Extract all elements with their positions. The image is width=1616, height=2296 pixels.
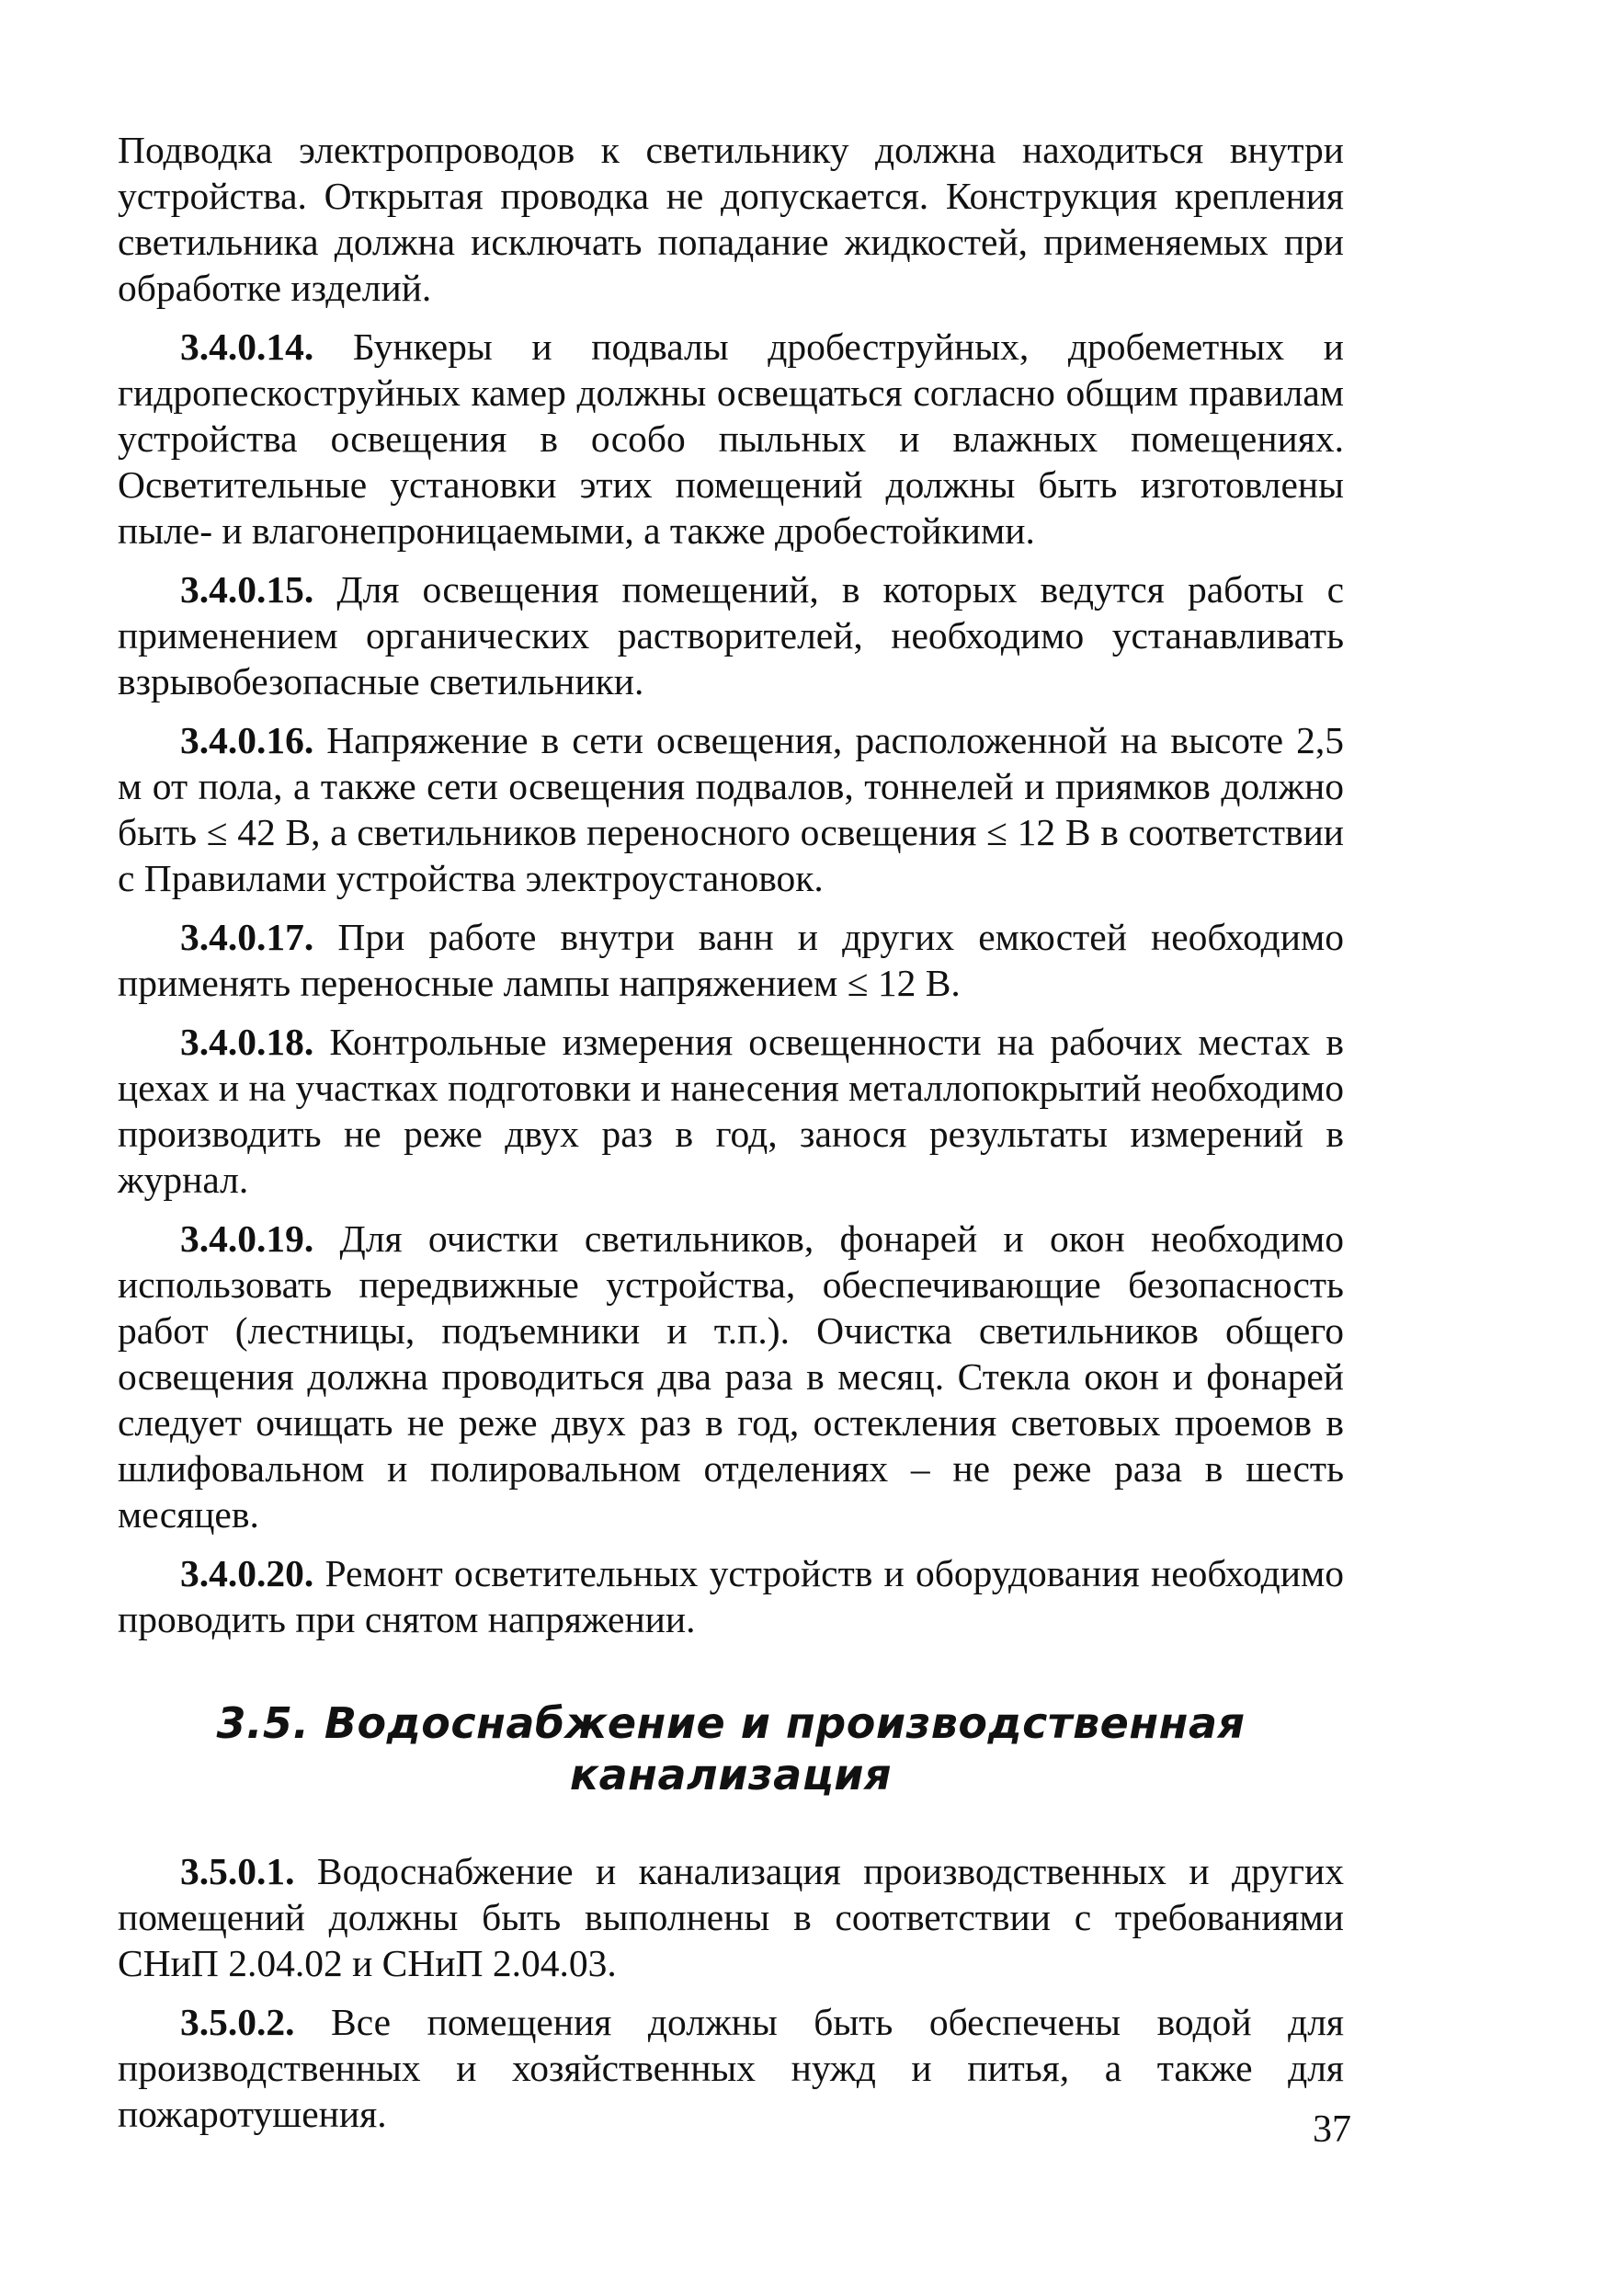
paragraph-3-4-0-16 (118, 717, 1344, 901)
clause-number: 3.4.0.14. (180, 326, 314, 368)
section-heading-line-1: 3.5. Водоснабжение и производственная (216, 1698, 1246, 1748)
paragraph-text: Все помещения должны быть обеспечены водой для производственных и хозяйственных нужд и питья, а также для пожаротушения. (118, 2001, 1344, 2135)
clause-number: 3.5.0.1. (180, 1850, 295, 1892)
section-heading-line-2: канализация (569, 1750, 893, 1799)
paragraph-text: Подводка электропроводов к светильнику должна находиться внутри устройства. Открытая проводка не допускается. Конструкция крепления светильника должна исключать попадание жидкостей, применяемых при обработке изделий. (118, 129, 1344, 309)
paragraph-text: Водоснабжение и канализация производственных и других помещений должны быть выполнены в соответствии с требованиями СНиП 2.04.02 и СНиП 2.04.03. (118, 1850, 1344, 1984)
document-page (118, 127, 1344, 2150)
clause-number: 3.4.0.19. (180, 1217, 314, 1260)
paragraph-3-4-0-20 (118, 1550, 1344, 1642)
paragraph-text: Для очистки светильников, фонарей и окон необходимо использовать передвижные устройства, обеспечивающие безопасность работ (лестницы, подъемники и т.п.). Очистка светильников общего освещения должна проводиться два раза в месяц. Стекла окон и фонарей следует очищать не реже двух раз в год, остекления световых проемов в шлифовальном и полировальном отделениях – не реже раза в шесть месяцев. (118, 1217, 1344, 1536)
paragraph-intro (118, 127, 1344, 311)
paragraph-3-4-0-15 (118, 566, 1344, 704)
paragraph-text: Бункеры и подвалы дробеструйных, дробеметных и гидропескоструйных камер должны освещаться согласно общим правилам устройства освещения в особо пыльных и влажных помещениях. Осветительные установки этих помещений должны быть изготовлены пыле- и влагонепроницаемыми, а также дробестойкими. (118, 326, 1344, 552)
clause-number: 3.4.0.15. (180, 568, 314, 611)
paragraph-text: При работе внутри ванн и других емкостей необходимо применять переносные лампы напряжением ≤ 12 В. (118, 916, 1344, 1004)
clause-number: 3.5.0.2. (180, 2001, 295, 2043)
clause-number: 3.4.0.16. (180, 719, 314, 761)
section-heading (118, 1697, 1344, 1800)
page-number: 37 (1313, 2108, 1351, 2151)
paragraph-text: Напряжение в сети освещения, расположенной на высоте 2,5 м от пола, а также сети освещения подвалов, тоннелей и приямков должно быть ≤ 42 В, а светильников переносного освещения ≤ 12 В в соответствии с Правилами устройства электроустановок. (118, 719, 1344, 899)
paragraph-3-4-0-19 (118, 1216, 1344, 1537)
paragraph-text: Ремонт осветительных устройств и оборудования необходимо проводить при снятом напряжении. (118, 1552, 1344, 1640)
paragraph-3-4-0-14 (118, 324, 1344, 554)
clause-number: 3.4.0.20. (180, 1552, 314, 1594)
paragraph-3-4-0-18 (118, 1019, 1344, 1203)
paragraph-3-5-0-2 (118, 1999, 1344, 2137)
paragraph-text: Контрольные измерения освещенности на рабочих местах в цехах и на участках подготовки и нанесения металлопокрытий необходимо производить не реже двух раз в год, занося результаты измерений в журнал. (118, 1021, 1344, 1201)
clause-number: 3.4.0.18. (180, 1021, 314, 1063)
paragraph-3-5-0-1 (118, 1848, 1344, 1986)
paragraph-text: Для освещения помещений, в которых ведутся работы с применением органических растворителей, необходимо устанавливать взрывобезопасные светильники. (118, 568, 1344, 703)
clause-number: 3.4.0.17. (180, 916, 314, 958)
paragraph-3-4-0-17 (118, 914, 1344, 1006)
